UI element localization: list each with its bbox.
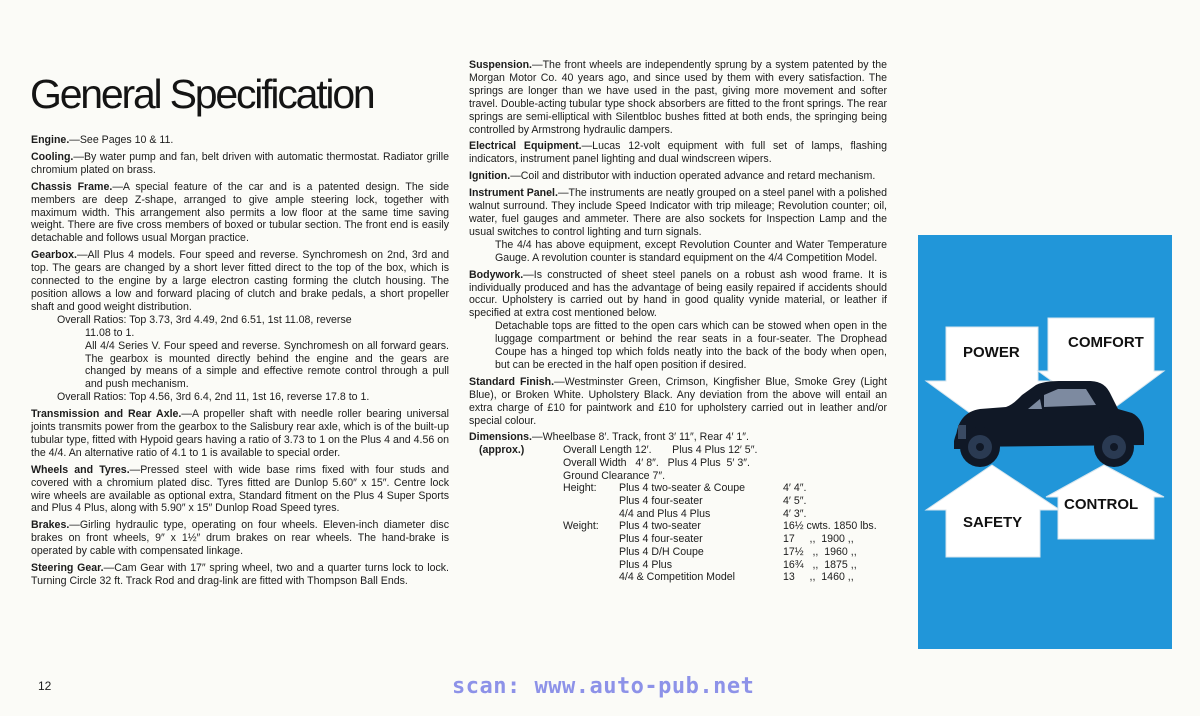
section-heading: Suspension. (469, 59, 532, 71)
spec-standard-finish (469, 376, 887, 428)
car-illustration (918, 235, 1172, 649)
section-text: —All Plus 4 models. Four speed and reverse. Synchromesh on 2nd, 3rd and top. The gears are changed by a short lever fitted direct to the top of the box, which is connected to the engine by a large electron casting forming the clutch housing. The position allows a low and forward placing of clutch and brake pedals, a short propeller shaft and good weight distribution. (31, 249, 449, 313)
spec-suspension (469, 59, 887, 136)
gearbox-ratios-plus4-reverse: 11.08 to 1. (85, 326, 135, 339)
spec-engine (31, 134, 449, 147)
weight-cwt: 16½ cwts. (783, 520, 831, 533)
weight-model: Plus 4 D/H Coupe (619, 545, 704, 558)
section-text: —The front wheels are independently sprung by a system patented by the Morgan Motor Co. 40 years ago, and since used by them with every satisfaction. The springs are longer than we have used in the past, giving more movement and softer travel. Double-acting tubular type shock absorbers are fitted to the front springs. The rear springs are semi-elliptical with Silentbloc bushes fitted at both ends, the springing being controlled by Armstrong hydraulic dampers. (469, 59, 887, 136)
weight-value (783, 571, 877, 584)
height-model: Plus 4 two-seater & Coupe (619, 482, 746, 495)
section-heading: Dimensions. (469, 431, 532, 444)
page-number: 12 (38, 679, 52, 693)
section-heading: Engine. (31, 134, 70, 146)
weight-value (783, 520, 877, 533)
height-model: 4/4 and Plus 4 Plus (619, 507, 711, 520)
height-label: Height: (563, 482, 597, 495)
spec-chassis-frame (31, 181, 449, 246)
section-heading: Standard Finish. (469, 375, 555, 388)
dimensions-wheelbase: —Wheelbase 8′. Track, front 3′ 11″, Rear 4′ 1″. (532, 431, 749, 444)
spec-brakes (31, 519, 449, 558)
illustration-svg (918, 235, 1172, 649)
height-value: 4′ 5″. (783, 494, 807, 507)
weight-row (469, 533, 877, 546)
control-arrow (1046, 465, 1164, 539)
comfort-label: COMFORT (1068, 334, 1144, 351)
section-heading: Transmission and Rear Axle. (31, 408, 182, 421)
section-heading: Ignition. (469, 170, 511, 183)
height-value: 4′ 3″. (783, 507, 807, 520)
section-heading: Gearbox. (31, 249, 77, 262)
weight-model: Plus 4 Plus (619, 558, 672, 571)
left-column (31, 134, 449, 592)
weight-value (783, 546, 877, 559)
section-text: —Girling hydraulic type, operating on four wheels. Eleven-inch diameter disc brakes on front wheels, 9″ x 1½″ drum brakes on rear wheels. The hand-brake is operated by cable with compensated linkage. (31, 519, 449, 558)
section-text: —A special feature of the car and is a patented design. The side members are deep Z-shape, arranged to give ample steering lock, together with maximum width. This arrangement also permits a low floor at the same time saving weight. There are five cross members of boxed or tubular section. The front end is easily detachable and follows usual Morgan practice. (31, 180, 449, 245)
section-text: —Pressed steel with wide base rims fixed with four studs and covered with a chromium plated disc. Tyres fitted are Dunlop 5.60″ x 15″. Centre lock wire wheels are available as optional extra, Standard fitment on the Plus 4 Super Sports and Plus 4 Plus, along with 5.90″ x 15″ Dunlop Road Speed tyres. (31, 463, 449, 515)
section-text: —Is constructed of sheet steel panels on a robust ash wood frame. It is individually produced and has the advantage of being easily repaired if accidents should occur. Upholstery is carried out by hand in good quality vynide material, or leather if specified at extra cost mentioned below. (469, 268, 887, 320)
weight-lbs: 1460 ,, (821, 571, 854, 584)
page-title: General Specification (30, 71, 374, 117)
safety-arrow (926, 465, 1060, 557)
height-row (469, 482, 877, 495)
height-value: 4′ 4″. (783, 482, 807, 495)
height-row (469, 495, 877, 508)
safety-label: SAFETY (963, 514, 1023, 531)
weight-lbs: 1960 ,, (824, 545, 857, 558)
section-text: —Cam Gear with 17″ spring wheel, two and a quarter turns lock to lock. Turning Circle 32 ft. Track Rod and drag-link are fitted with Thompson Ball Ends. (31, 562, 450, 587)
weight-label: Weight: (563, 520, 599, 533)
weight-cwt: 13 ,, (783, 571, 816, 584)
spec-gearbox (31, 249, 449, 314)
section-heading: Brakes. (31, 519, 70, 532)
weight-model: Plus 4 two-seater (619, 520, 701, 533)
spec-electrical (469, 140, 887, 166)
section-text: —See Pages 10 & 11. (69, 134, 174, 146)
weight-row (469, 520, 877, 533)
section-heading: Steering Gear. (31, 562, 104, 575)
section-text: —Westminster Green, Crimson, Kingfisher Blue, Smoke Grey (Light Blue), or Broken White. Upholstery Black. Any deviation from the above will entail an extra charge of £10 for paintwork and £10 for upholstery carried out in leather and/or special colour. (469, 375, 887, 427)
right-column (469, 59, 887, 584)
spec-steering-gear (31, 562, 449, 588)
section-heading: Wheels and Tyres. (31, 463, 130, 476)
weight-cwt: 17 ,, (783, 533, 816, 546)
gearbox-ratios-plus4: Overall Ratios: Top 3.73, 3rd 4.49, 2nd 6.51, 1st 11.08, reverse (57, 313, 352, 326)
section-text: —By water pump and fan, belt driven with automatic thermostat. Radiator grille chromium plated on brass. (31, 150, 449, 176)
dimensions-table (469, 431, 877, 583)
weight-row (469, 559, 877, 572)
section-text: —A propeller shaft with needle roller bearing universal joints transmits power from the gearbox to the Salisbury rear axle, which is of the built-up tubular type, fitted with Hypoid gears having a ratio of 3.73 to 1 on the Plus 4 and 4.56 on the 4/4. An alternative ratio of 4.1 to 1 is available to special order. (31, 408, 449, 459)
control-label: CONTROL (1064, 496, 1139, 513)
weight-lbs: 1875 ,, (824, 558, 857, 571)
dimensions-overall-width: Overall Width 4′ 8″. Plus 4 Plus 5′ 3″. (563, 456, 750, 469)
weight-lbs: 1900 ,, (821, 533, 854, 546)
weight-value (783, 559, 877, 572)
weight-cwt: 16¾ ,, (783, 558, 819, 571)
section-heading: Electrical Equipment. (469, 140, 582, 153)
gearbox-ratios-4-4: Overall Ratios: Top 4.56, 3rd 6.4, 2nd 11, 1st 16, reverse 17.8 to 1. (57, 391, 370, 404)
section-heading: Instrument Panel. (469, 187, 558, 200)
spec-instrument-panel (469, 187, 887, 239)
spec-ignition (469, 170, 887, 183)
weight-model: 4/4 & Competition Model (619, 571, 736, 584)
section-heading: Cooling. (31, 150, 74, 163)
section-text: —Lucas 12-volt equipment with full set of lamps, flashing indicators, instrument panel lighting and dual windscreen wipers. (469, 140, 888, 166)
section-text: —The instruments are neatly grouped on a steel panel with a polished walnut surround. They include Speed Indicator with trip mileage; Revolution counter; oil, water, fuel gauges and ammeter. There are also sockets for Inspection Lamp and the usual switches to control lighting and turn signals. (469, 187, 887, 238)
weight-row (469, 546, 877, 559)
spec-transmission (31, 408, 449, 460)
spec-cooling (31, 151, 449, 177)
bodywork-tops-note: Detachable tops are fitted to the open cars which can be stowed when open in the luggage compartment or behind the rear seats in a four-seater. The Drophead Coupe has a hinged top which folds neatly into the back of the body when open, but can be erected in the half open position if desired. (495, 320, 887, 371)
spec-bodywork (469, 269, 887, 321)
section-text: —Coil and distributor with induction operated advance and retard mechanism. (510, 170, 876, 183)
height-model: Plus 4 four-seater (619, 494, 703, 507)
weight-value (783, 533, 877, 546)
weight-cwt: 17½ ,, (783, 545, 819, 558)
weight-model: Plus 4 four-seater (619, 533, 703, 546)
scan-watermark: scan: www.auto-pub.net (452, 674, 755, 699)
gearbox-series-v: All 4/4 Series V. Four speed and reverse. Synchromesh on all forward gears. The gearbox is mounted directly behind the engine and the gears are changed by means of a simple and effective remote control through a pull and push mechanism. (85, 339, 449, 391)
dimensions-ground-clearance: Ground Clearance 7″. (563, 469, 666, 482)
power-label: POWER (963, 344, 1020, 361)
section-heading: Chassis Frame. (31, 180, 113, 193)
dimensions-approx-label: (approx.) (479, 444, 525, 457)
section-heading: Bodywork. (469, 268, 524, 281)
instrument-panel-4-4-note: The 4/4 has above equipment, except Revolution Counter and Water Temperature Gauge. A revolution counter is standard equipment on the 4/4 Competition Model. (495, 238, 887, 264)
spec-wheels-tyres (31, 464, 449, 516)
weight-row (469, 571, 877, 584)
dimensions-overall-length: Overall Length 12′. Plus 4 Plus 12′ 5″. (563, 444, 758, 457)
height-row (469, 508, 877, 521)
weight-lbs: 1850 lbs. (833, 520, 877, 533)
